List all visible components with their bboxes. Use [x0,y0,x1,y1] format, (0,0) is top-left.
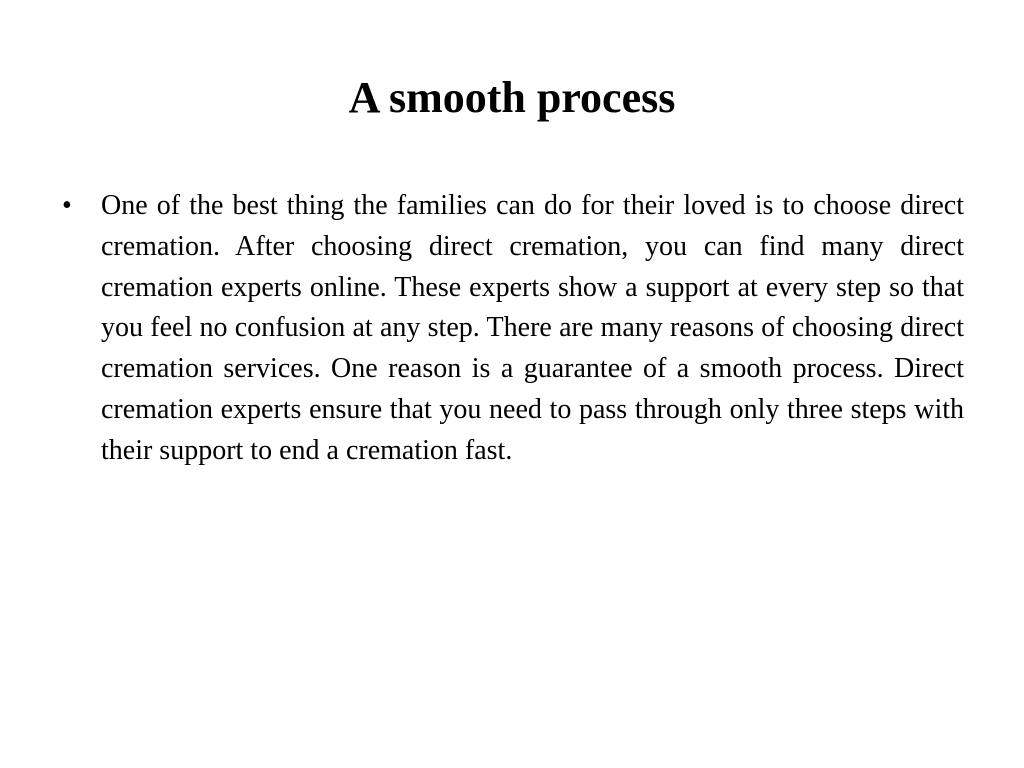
bullet-list [62,186,964,472]
bullet-marker: • [62,190,72,221]
slide-title: A smooth process [348,73,676,122]
bullet-text: One of the best thing the families can do for their loved is to choose direct cremation. After choosing direct cremation, you can find many direct cremation experts online. These experts show a support at every step so that you feel no confusion at any step. There are many reasons of choosing direct cremation services. One reason is a guarantee of a smooth process. Direct cremation experts ensure that you need to pass through only three steps with their support to end a cremation fast. [101,190,964,466]
bullet-item [62,186,964,472]
